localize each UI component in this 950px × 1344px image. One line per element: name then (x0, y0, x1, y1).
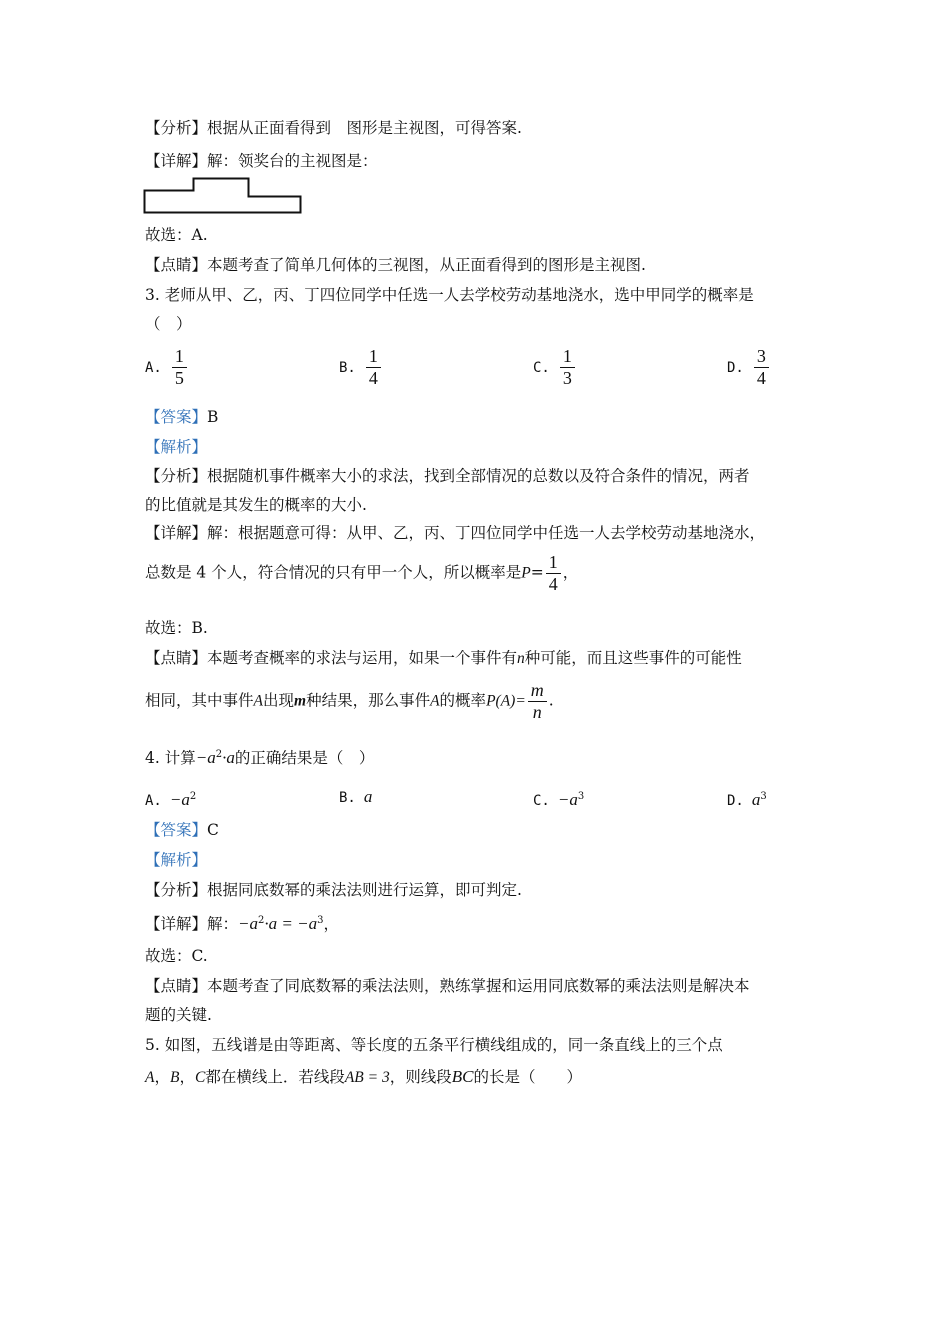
denominator: 4 (756, 368, 766, 388)
q3-detail-line1 (145, 522, 765, 544)
numerator: m (528, 680, 547, 702)
detail-tag: 【详解】 (145, 152, 208, 170)
q3-option-a (145, 346, 189, 389)
question-text: 的正确结果是（ ） (234, 749, 375, 768)
q3-comment-line2 (145, 680, 554, 723)
detail-text: 解：领奖台的主视图是： (207, 152, 378, 170)
analysis-text: 根据同底数幂的乘法法则进行运算，即可判定. (207, 881, 522, 899)
punctuation: . (548, 691, 554, 710)
option-sup: 3 (577, 791, 585, 802)
numerator: 3 (754, 346, 769, 368)
math-bc: BC (451, 1067, 474, 1086)
q3-explain-tag: 【解析】 (145, 438, 208, 456)
q4-question (145, 744, 374, 769)
point-b: B (169, 1069, 180, 1086)
answer-value: C (207, 821, 219, 839)
q2-comment (145, 254, 646, 276)
detail-text: 总数是 4 个人，符合情况的只有甲一个人，所以概率是 (145, 563, 522, 582)
q2-detail (145, 150, 378, 172)
q4-analysis (145, 879, 522, 901)
math-expr: ·a (222, 748, 235, 768)
podium-front-view-figure (143, 176, 305, 216)
q3-analysis-line2: 的比值就是其发生的概率的大小. (145, 496, 367, 514)
question-text: 都在横线上．若线段 (205, 1068, 345, 1086)
option-letter: A. (145, 793, 162, 809)
q4-option-d (727, 786, 767, 812)
q4-choose: 故选：C. (145, 947, 208, 965)
q2-choose: 故选：A. (145, 226, 208, 244)
math-expr: ·a = −a (264, 914, 318, 934)
q3-option-b (339, 346, 383, 389)
comment-text: 出现 (262, 691, 294, 710)
denominator: 4 (548, 574, 558, 594)
q4-comment-line2: 题的关键. (145, 1006, 212, 1024)
option-sup: 3 (760, 791, 767, 802)
q3-question-line2: （ ） (145, 315, 192, 333)
q3-analysis-line1 (145, 465, 750, 487)
option-fraction (754, 346, 769, 389)
numerator: 1 (546, 552, 561, 574)
question-text: 4. 计算 (145, 749, 196, 768)
detail-text: 解：根据题意可得：从甲、乙，丙、丁四位同学中任选一人去学校劳动基地浇水， (207, 524, 766, 542)
q4-option-c (533, 786, 584, 812)
comment-tag: 【点睛】 (145, 256, 208, 274)
detail-tag: 【详解】 (145, 524, 208, 542)
q3-question-line1: 3. 老师从甲、乙，丙、丁四位同学中任选一人去学校劳动基地浇水，选中甲同学的概率是 (145, 286, 754, 304)
analysis-tag: 【分析】 (145, 119, 208, 137)
option-expr: a (751, 790, 761, 809)
option-fraction (366, 346, 381, 389)
option-expr: a (363, 787, 373, 806)
math-a: A (253, 692, 263, 710)
analysis-text: 根据随机事件概率大小的求法，找到全部情况的总数以及符合条件的情况，两者 (207, 467, 750, 485)
question-text: ，则线段 (389, 1068, 452, 1086)
math-expr: −a (195, 748, 216, 768)
q3-option-d (727, 346, 771, 389)
denominator: 3 (562, 368, 572, 388)
punctuation: ， (154, 1068, 170, 1086)
analysis-tag: 【分析】 (145, 467, 208, 485)
option-expr: −a (557, 790, 578, 809)
answer-tag: 【答案】 (145, 821, 208, 839)
option-letter: B. (339, 359, 356, 376)
q5-question-line2 (145, 1066, 582, 1089)
comment-text: 种结果，那么事件 (306, 691, 431, 710)
detail-text: 解： (207, 915, 239, 934)
q4-detail (145, 910, 339, 935)
comment-tag: 【点睛】 (145, 649, 208, 667)
math-a: A (430, 692, 440, 710)
comment-text: 本题考查概率的求法与运用，如果一个事件有 (207, 649, 518, 667)
option-letter: D. (727, 359, 744, 376)
point-a: A (145, 1069, 155, 1086)
q5-question-line1: 5. 如图，五线谱是由等距离、等长度的五条平行横线组成的，同一条直线上的三个点 (145, 1036, 723, 1054)
q2-analysis (145, 117, 522, 139)
answer-value: B (207, 408, 219, 426)
denominator: 4 (368, 368, 378, 388)
detail-tag: 【详解】 (145, 915, 208, 934)
option-letter: C. (533, 793, 550, 809)
q4-option-b (339, 786, 372, 809)
q3-detail-line2 (145, 552, 578, 595)
numerator: 1 (366, 346, 381, 368)
math-ab: AB = 3 (344, 1069, 390, 1086)
option-sup: 2 (189, 791, 197, 802)
option-fraction (172, 346, 187, 389)
denominator: n (532, 702, 542, 722)
q3-option-c (533, 346, 577, 389)
comment-text: 本题考查了同底数幂的乘法法则，熟练掌握和运用同底数幂的乘法法则是解决本 (207, 977, 750, 995)
math-equals: = (530, 563, 544, 582)
option-letter: B. (339, 790, 356, 806)
math-m: m (294, 692, 307, 710)
option-letter: A. (145, 359, 162, 376)
math-sup: 3 (317, 915, 324, 926)
option-letter: C. (533, 359, 550, 376)
math-n: n (517, 650, 525, 667)
q3-choose: 故选：B. (145, 619, 208, 637)
probability-fraction (546, 552, 561, 595)
denominator: 5 (174, 368, 184, 388)
analysis-tag: 【分析】 (145, 881, 208, 899)
q4-option-a (145, 786, 196, 812)
q3-comment-line1 (145, 647, 742, 670)
punctuation: ， (562, 563, 579, 582)
analysis-text: 根据从正面看得到 图形是主视图，可得答案. (207, 119, 522, 137)
answer-tag: 【答案】 (145, 408, 208, 426)
math-sup: 2 (215, 749, 223, 760)
probability-formula-fraction (528, 680, 547, 723)
math-p: P (521, 564, 531, 582)
q3-answer (145, 406, 218, 428)
option-expr: −a (169, 790, 190, 809)
math-sup: 2 (258, 915, 265, 926)
comment-tag: 【点睛】 (145, 977, 208, 995)
point-c: C (194, 1069, 206, 1086)
option-letter: D. (727, 793, 744, 809)
comment-text: 本题考查了简单几何体的三视图，从正面看得到的图形是主视图. (207, 256, 646, 274)
q4-explain-tag: 【解析】 (145, 851, 208, 869)
comment-text: 的概率 (439, 691, 487, 710)
question-text: 的长是（ ） (473, 1068, 582, 1086)
comment-text: 种可能，而且这些事件的可能性 (524, 649, 742, 667)
q4-comment-line1 (145, 975, 750, 997)
option-fraction (560, 346, 575, 389)
math-pa: P(A)= (486, 692, 526, 710)
q4-answer (145, 819, 219, 841)
punctuation: ， (323, 915, 339, 934)
numerator: 1 (560, 346, 575, 368)
comment-text: 相同，其中事件 (145, 691, 254, 710)
numerator: 1 (172, 346, 187, 368)
math-expr: −a (238, 914, 259, 934)
punctuation: ， (179, 1068, 195, 1086)
